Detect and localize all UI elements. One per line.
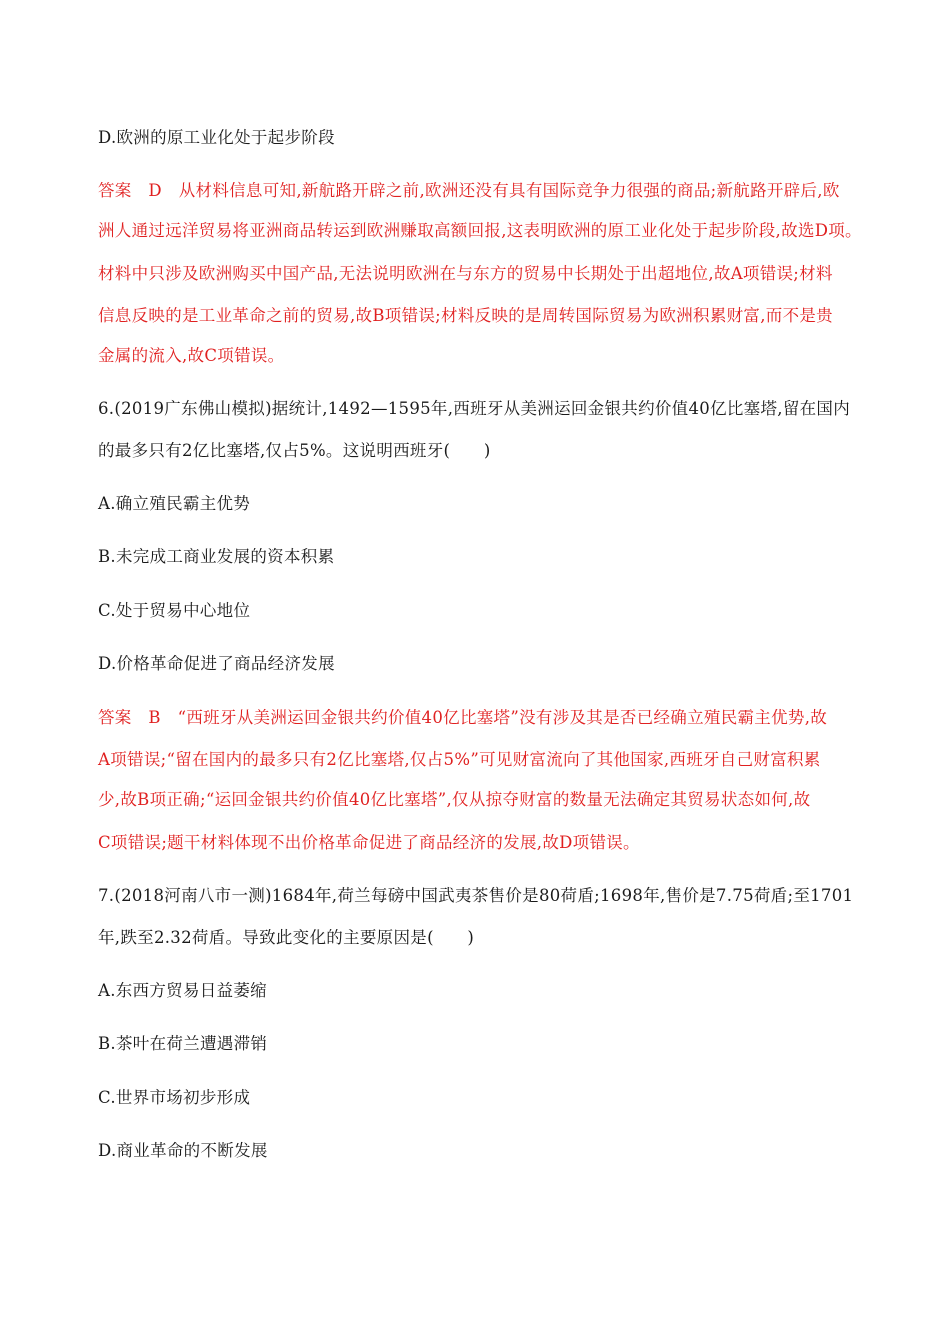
option-a: A.确立殖民霸主优势	[98, 494, 251, 513]
option-b: B.茶叶在荷兰遭遇滞销	[98, 1034, 268, 1053]
answer-line: 答案 D 从材料信息可知,新航路开辟之前,欧洲还没有具有国际竞争力很强的商品;新航路开辟后,欧	[98, 181, 840, 200]
answer-line: 答案 B “西班牙从美洲运回金银共约价值40亿比塞塔”没有涉及其是否已经确立殖民霸主优势,故	[98, 708, 828, 727]
option-a: A.东西方贸易日益萎缩	[98, 981, 267, 1000]
answer-line: C项错误;题干材料体现不出价格革命促进了商品经济的发展,故D项错误。	[98, 833, 640, 852]
question-stem: 年,跌至2.32荷盾。导致此变化的主要原因是( )	[98, 928, 475, 947]
answer-line: 材料中只涉及欧洲购买中国产品,无法说明欧洲在与东方的贸易中长期处于出超地位,故A项错误;材料	[98, 264, 833, 283]
answer-line: 洲人通过远洋贸易将亚洲商品转运到欧洲赚取高额回报,这表明欧洲的原工业化处于起步阶段,故选D项。	[98, 221, 862, 240]
question-stem: 7.(2018河南八市一测)1684年,荷兰每磅中国武夷茶售价是80荷盾;1698年,售价是7.75荷盾;至1701	[98, 886, 854, 905]
answer-line: 信息反映的是工业革命之前的贸易,故B项错误;材料反映的是周转国际贸易为欧洲积累财富,而不是贵	[98, 306, 833, 325]
answer-line: 金属的流入,故C项错误。	[98, 346, 285, 365]
option-c: C.世界市场初步形成	[98, 1088, 251, 1107]
option-d: D.商业革命的不断发展	[98, 1141, 268, 1160]
option-b: B.未完成工商业发展的资本积累	[98, 547, 335, 566]
option-c: C.处于贸易中心地位	[98, 601, 251, 620]
q5-option-d: D.欧洲的原工业化处于起步阶段	[98, 128, 335, 147]
option-d: D.价格革命促进了商品经济发展	[98, 654, 335, 673]
question-stem: 6.(2019广东佛山模拟)据统计,1492—1595年,西班牙从美洲运回金银共约价值40亿比塞塔,留在国内	[98, 399, 851, 418]
question-stem: 的最多只有2亿比塞塔,仅占5%。这说明西班牙( )	[98, 441, 491, 460]
answer-line: A项错误;“留在国内的最多只有2亿比塞塔,仅占5%”可见财富流向了其他国家,西班牙自己财富积累	[98, 750, 821, 769]
answer-line: 少,故B项正确;“运回金银共约价值40亿比塞塔”,仅从掠夺财富的数量无法确定其贸易状态如何,故	[98, 790, 811, 809]
